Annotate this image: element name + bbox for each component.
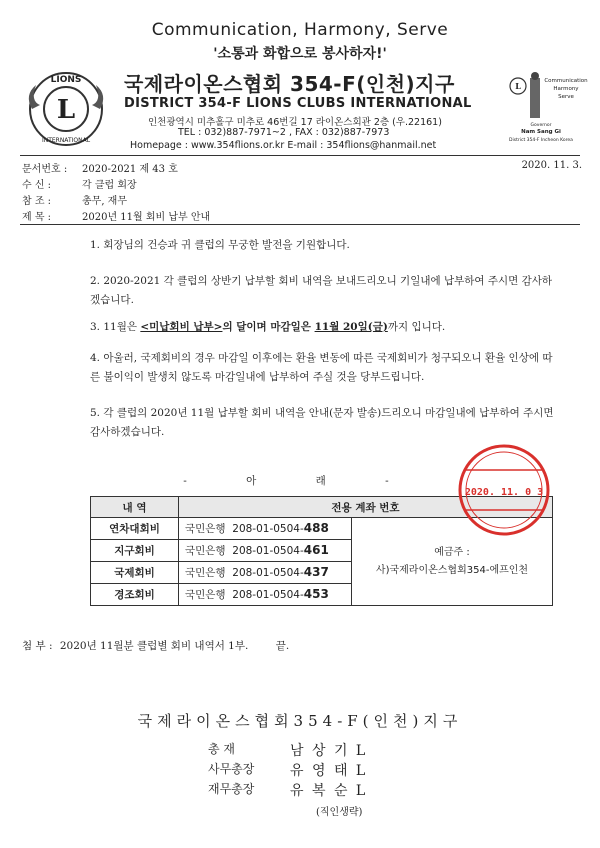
- svg-text:Communication: Communication: [544, 78, 588, 84]
- end-mark: 끝.: [275, 640, 290, 652]
- account-number: 국민은행 208-01-0504-488: [179, 518, 352, 540]
- deadline-highlight: 11월 20일(금): [314, 321, 388, 333]
- svg-text:District 354-F Incheon Korea: District 354-F Incheon Korea: [509, 138, 573, 143]
- svg-text:2020. 11. 0 3: 2020. 11. 0 3: [464, 487, 544, 498]
- paragraph-3: 3. 11월은 <미납회비 납부>의 달이며 마감일은 11월 20일(금)까지 입니다.: [90, 321, 446, 333]
- subject: 2020년 11월 회비 납부 안내: [82, 212, 211, 223]
- account-number: 국민은행 208-01-0504-461: [179, 540, 352, 562]
- org-name-korean: 국제라이온스협회 354-F(인천)지구: [124, 72, 455, 96]
- paragraph-1: 1. 회장님의 건승과 귀 클럽의 무궁한 발전을 기원합니다.: [90, 239, 350, 251]
- account-number: 국민은행 208-01-0504-437: [179, 562, 352, 584]
- svg-text:Nam Sang Gi: Nam Sang Gi: [521, 129, 561, 135]
- below-heading: - 아 래 -: [183, 475, 417, 487]
- doc-date: 2020. 11. 3.: [521, 160, 582, 171]
- fee-name: 국제회비: [91, 562, 179, 584]
- recipient-label: 수 신 :: [22, 180, 52, 191]
- unpaid-dues-highlight: <미납회비 납부>: [140, 321, 223, 333]
- signature-name: 유 영 태 L: [290, 763, 368, 779]
- slogan-korean: '소통과 화합으로 봉사하자!': [213, 46, 387, 62]
- header-item: 내 역: [91, 497, 179, 518]
- signature-row: [208, 780, 428, 798]
- svg-text:LIONS: LIONS: [50, 75, 82, 85]
- svg-text:L: L: [56, 95, 76, 125]
- header-account: 전용 계좌 번호: [179, 497, 553, 518]
- official-stamp: [454, 440, 554, 540]
- fee-name: 지구회비: [91, 540, 179, 562]
- reference-row: [22, 192, 422, 208]
- recipient: 각 클럽 회장: [82, 180, 137, 191]
- org-name-english: DISTRICT 354-F LIONS CLUBS INTERNATIONAL: [124, 96, 472, 111]
- subject-label: 제 목 :: [22, 212, 52, 223]
- tel-fax: TEL : 032)887-7971~2 , FAX : 032)887-7973: [178, 127, 390, 138]
- subject-row: [22, 208, 422, 224]
- signature-row: [208, 760, 428, 778]
- address: 인천광역시 미추홀구 미추로 46번길 17 라이온스회관 2층 (우.22161): [148, 117, 442, 128]
- header-divider: [20, 155, 580, 156]
- fee-name: 경조회비: [91, 584, 179, 606]
- paragraph-4: 4. 아울러, 국제회비의 경우 마감일 이후에는 환율 변동에 따른 국제회비가 청구되오니 환율 인상에 따른 불이익이 발생치 않도록 마감일내에 납부하여 주실 것을 당부드립니다.: [90, 352, 553, 383]
- signature-name: 유 복 순 L: [290, 783, 368, 799]
- attachment-row: [22, 638, 289, 653]
- signature-title: 사무총장: [208, 762, 255, 776]
- svg-text:Governor: Governor: [530, 123, 552, 128]
- signature-row: [208, 740, 428, 758]
- homepage-email: Homepage : www.354flions.or.kr E-mail : 354flions@hanmail.net: [130, 140, 437, 151]
- meta-divider: [20, 224, 580, 225]
- signature-title: 총 재: [208, 742, 235, 756]
- slogan-english: Communication, Harmony, Serve: [151, 20, 449, 40]
- signature-name: 남 상 기 L: [290, 743, 368, 759]
- reference: 총무, 재무: [82, 196, 127, 207]
- svg-text:Serve: Serve: [558, 94, 574, 100]
- doc-number: 2020-2021 제 43 호: [82, 164, 178, 175]
- recipient-row: [22, 176, 422, 192]
- paragraph-5: 5. 각 클럽의 2020년 11월 납부할 회비 내역을 안내(문자 발송)드리오니 마감일내에 납부하여 주시면 감사하겠습니다.: [90, 407, 554, 438]
- doc-number-label: 문서번호 :: [22, 164, 68, 175]
- fee-name: 연차대회비: [91, 518, 179, 540]
- svg-text:L: L: [515, 81, 521, 91]
- attachment-text: 2020년 11월분 클럽별 회비 내역서 1부.: [59, 640, 249, 652]
- svg-text:Harmony: Harmony: [553, 86, 579, 92]
- signature-title: 재무총장: [208, 782, 255, 796]
- governor-logo: [500, 70, 588, 146]
- lions-logo: [22, 65, 110, 153]
- paragraph-2: 2. 2020-2021 각 클럽의 상반기 납부할 회비 내역을 보내드리오니 기일내에 납부하여 주시면 감사하겠습니다.: [90, 275, 553, 306]
- attachment-label: 첨 부 :: [22, 640, 53, 652]
- seal-omitted-note: (직인생략): [316, 807, 363, 818]
- signature-org: 국제라이온스협회354-F(인천)지구: [137, 712, 463, 730]
- svg-text:INTERNATIONAL: INTERNATIONAL: [41, 137, 91, 144]
- account-number: 국민은행 208-01-0504-453: [179, 584, 352, 606]
- reference-label: 참 조 :: [22, 196, 52, 207]
- depositor: 예금주 : 사)국제라이온스협회354-에프인천: [352, 518, 553, 606]
